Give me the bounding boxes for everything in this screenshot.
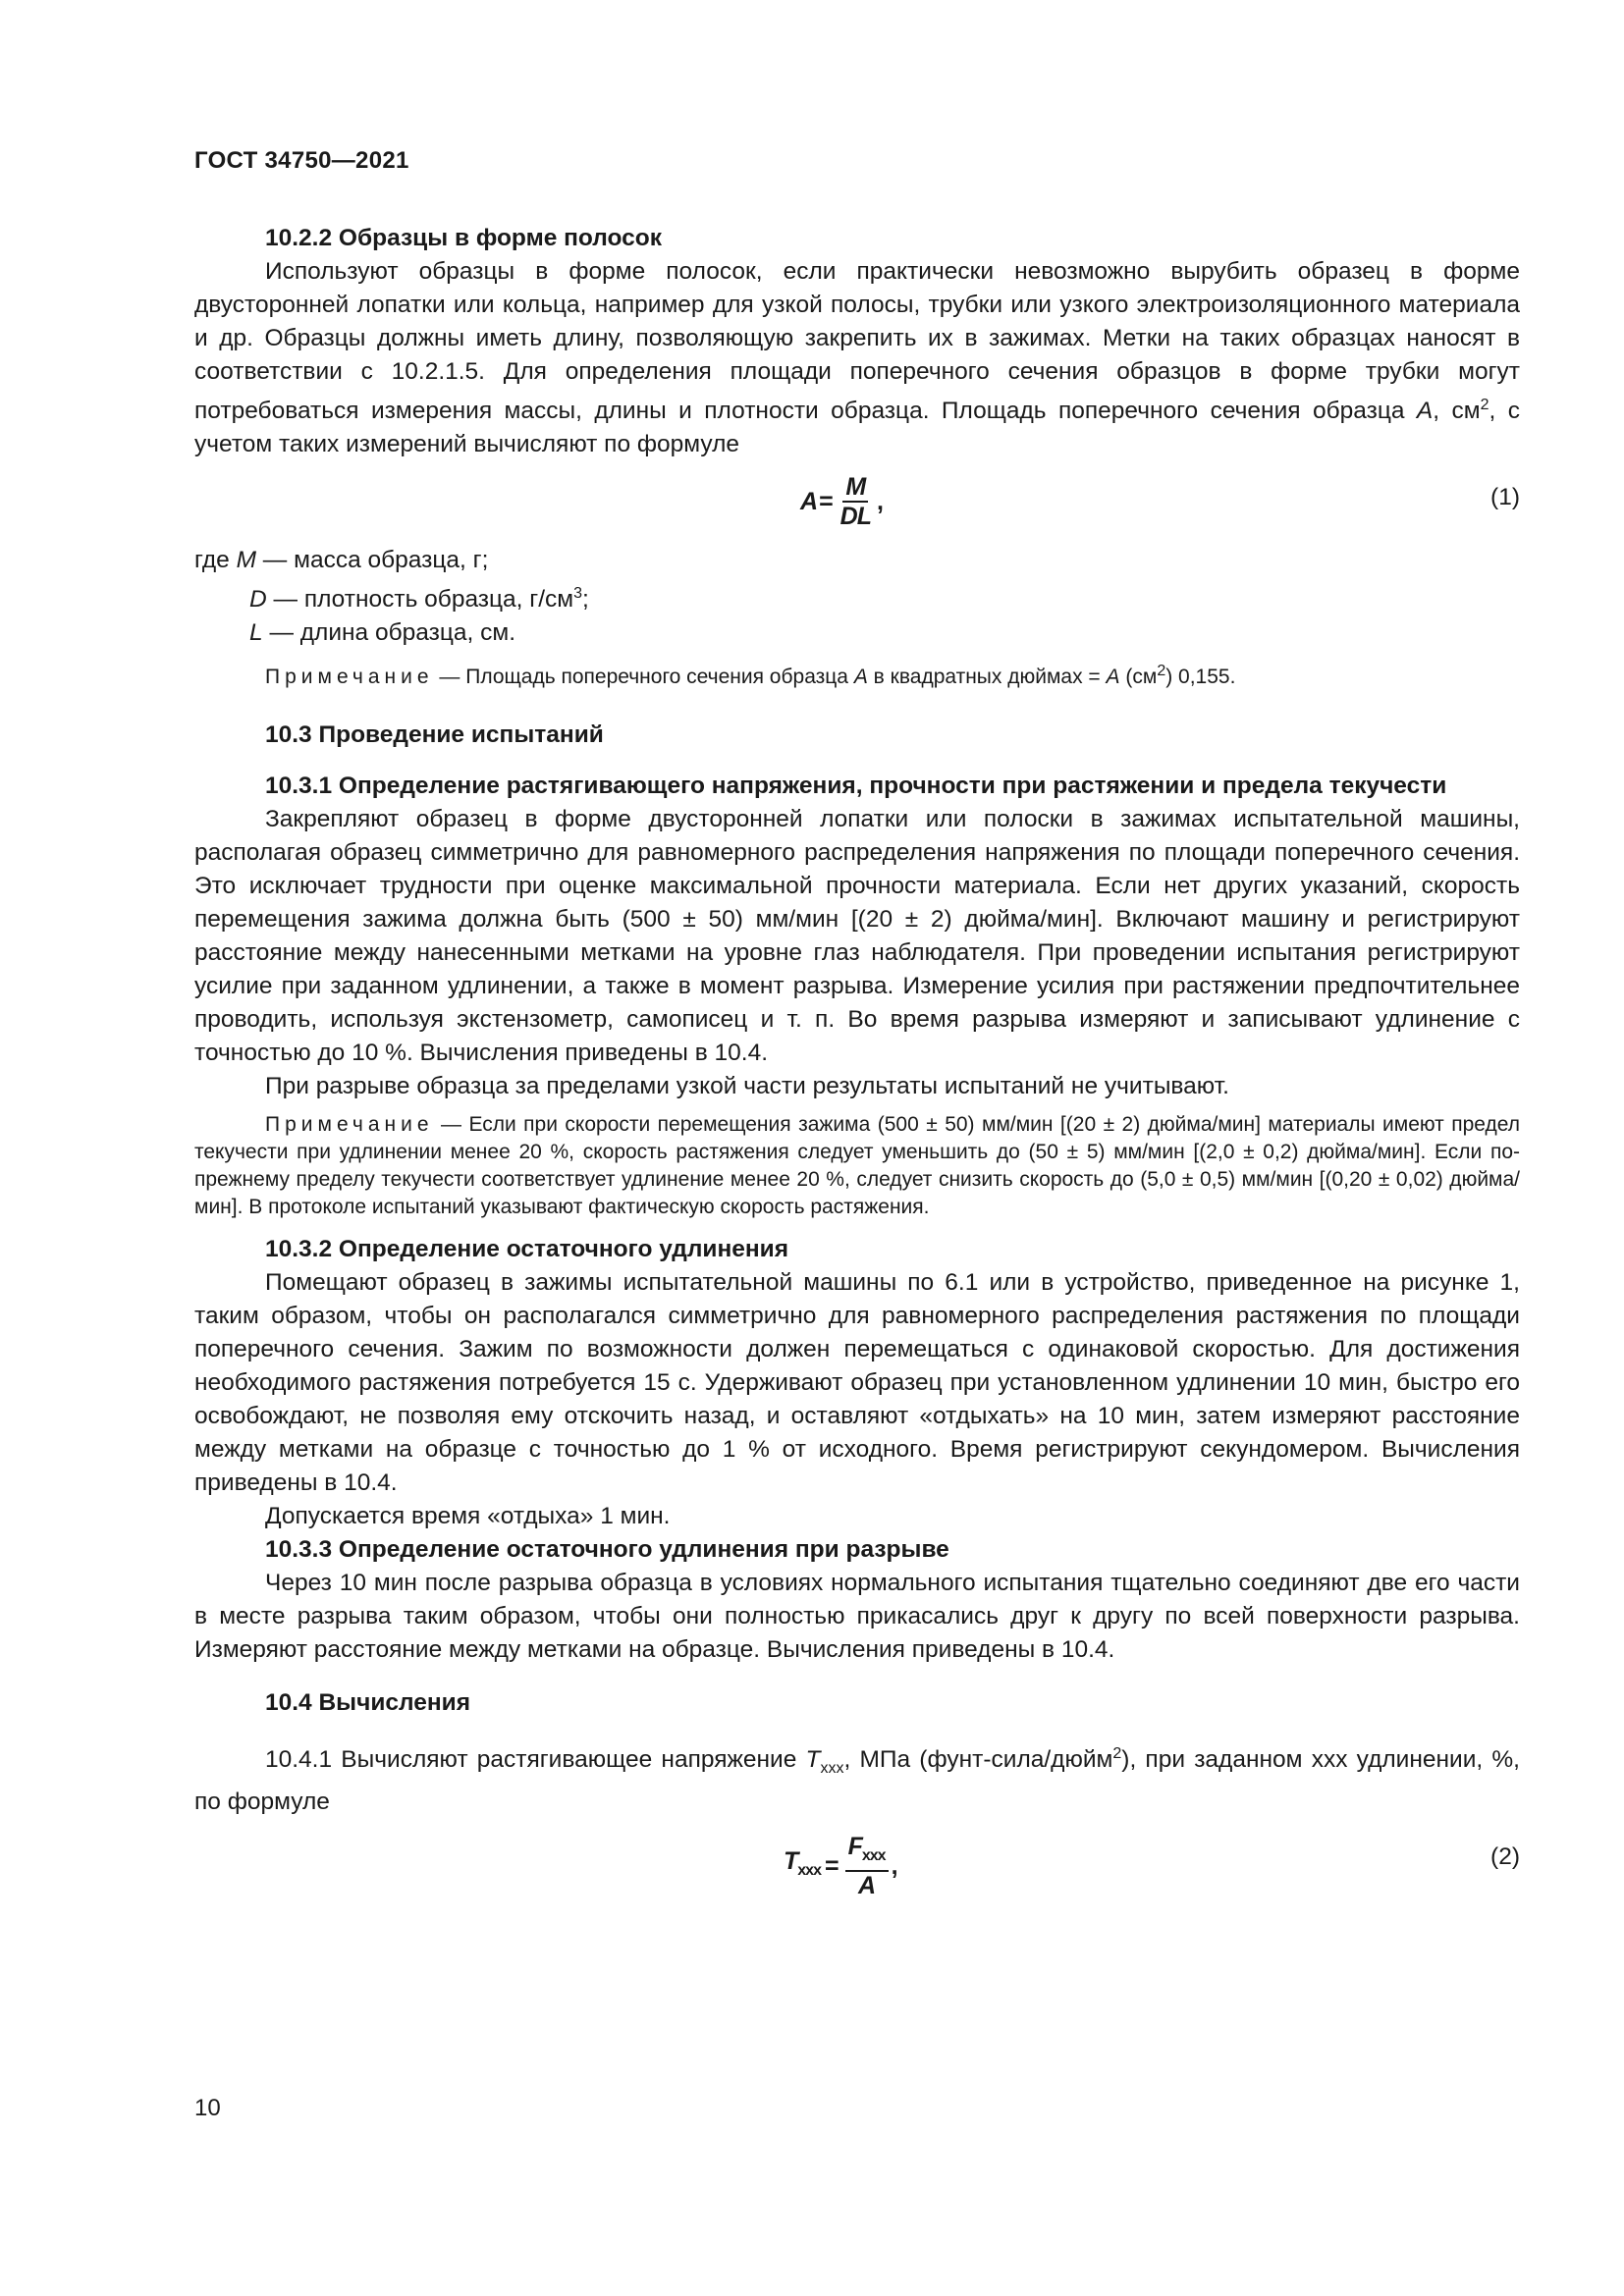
formula-comma: , (877, 488, 883, 516)
formula-eq: = (824, 1852, 839, 1881)
formula-comma: , (891, 1852, 897, 1881)
formula-number: (2) (1490, 1843, 1520, 1871)
paragraph: 10.4.1 Вычисляют растягивающее напряжение $T_{xxx}$, МПа (фунт-сила/дюйм$^2$), при заданном xxx удлинении, %, по формуле (194, 1745, 1520, 1816)
formula-lhs: A (800, 488, 818, 516)
where-item-d: D — плотность образца, $г/см^3$; (249, 585, 589, 614)
paragraph: Через 10 мин после разрыва образца в условиях нормального испытания тщательно соединяют две его части в месте разрыва таким образом, чтобы они полностью прикасались друг к другу по всей поверхности разрыва. Измеряют расстояние между метками на образце. Вычисления приведены в 10.4. (194, 1570, 1520, 1664)
note-10-2-2: Примечание — Площадь поперечного сечения образца A в квадратных дюймах = A $(см^2)$ 0,155. (265, 663, 1236, 689)
where-list (194, 544, 1520, 650)
section-heading-10-3-1: 10.3.1 Определение растягивающего напряжения, прочности при растяжении и предела текучести (265, 773, 1447, 800)
paragraph: Допускается время «отдыха» 1 мин. (265, 1503, 671, 1530)
where-item-l: L — длина образца, см. (249, 619, 516, 647)
formula-eq: = (819, 488, 833, 516)
paragraph: Используют образцы в форме полосок, если практически невозможно вырубить образец в форме двусторонней лопатки или кольца, например для узкой полосы, трубки или узкого электроизоляционного материала и др. Образцы должны иметь длину, позволяющую закрепить их в зажимах. Метки на таких образцах наносят в соответствии с 10.2.1.5. Для определения площади поперечного сечения образцов в форме трубки могут потребоваться измерения массы, длины и плотности образца. Площадь поперечного сечения образца A, $см^2$, с учетом таких измерений вычисляют по формуле (194, 258, 1520, 458)
section-heading-10-3-3: 10.3.3 Определение остаточного удлинения при разрыве (265, 1536, 949, 1564)
section-heading-10-2-2: 10.2.2 Образцы в форме полосок (265, 225, 663, 251)
formula-denominator: DL (839, 503, 871, 531)
formula-lhs: $T_{xxx}$ (784, 1847, 821, 1880)
paragraph: Помещают образец в зажимы испытательной машины по 6.1 или в устройство, приведенное на рисунке 1, таким образом, чтобы он располагался симметрично для равномерного распределения растяжения по площади поперечного сечения. Зажим по возможности должен перемещаться с одинаковой скоростью. Для достижения необходимого растяжения потребуется 15 с. Удерживают образец при установленном удлинении 10 мин, быстро его освобождают, не позволяя ему отскочить назад, и оставляют «отдыхать» на 10 мин, затем измеряют расстояние между метками на образце с точностью до 1 % от исходного. Время регистрируют секундомером. Вычисления приведены в 10.4. (194, 1269, 1520, 1497)
formula-2 (194, 1829, 1520, 1900)
formula-fraction (845, 1833, 889, 1899)
paragraph: Закрепляют образец в форме двусторонней лопатки или полоски в зажимах испытательной машины, располагая образец симметрично для равномерного распределения напряжения по площади поперечного сечения. Это исключает трудности при оценке максимальной прочности материала. Если нет других указаний, скорость перемещения зажима должна быть (500 ± 50) мм/мин [(20 ± 2) дюйма/мин]. Включают машину и регистрируют расстояние между нанесенными метками на уровне глаз наблюдателя. При проведении испытания регистрируют усилие при заданном удлинении, а также в момент разрыва. Измерение усилия при растяжении предпочтительнее проводить, используя экстензометр, самописец и т. п. Во время разрыва измеряют и записывают удлинение с точностью до 10 %. Вычисления приведены в 10.4. (194, 806, 1520, 1067)
section-heading-10-3-2: 10.3.2 Определение остаточного удлинения (265, 1236, 789, 1263)
note-10-3-1: Примечание — Если при скорости перемещения зажима (500 ± 50) мм/мин [(20 ± 2) дюйма/мин] материалы имеют предел текучести при удлинении менее 20 %, скорость растяжения следует уменьшить до (50 ± 5) мм/мин [(2,0 ± 0,2) дюйма/мин]. Если по-прежнему пределу текучести соответствует удлинение менее 20 %, следует снизить скорость до (5,0 ± 0,5) мм/мин [(0,20 ± 0,02) дюйма/мин]. В протоколе испытаний указывают фактическую скорость растяжения. (194, 1113, 1520, 1219)
section-heading-10-4: 10.4 Вычисления (265, 1689, 471, 1717)
formula-numerator: $F_{xxx}$ (845, 1833, 889, 1872)
page-number: 10 (194, 2095, 221, 2121)
formula-numerator: M (842, 473, 868, 503)
document-header: ГОСТ 34750—2021 (194, 147, 409, 174)
document-body (194, 222, 1520, 1900)
formula-1 (194, 469, 1520, 532)
formula-number: (1) (1490, 484, 1520, 511)
formula-denominator: A (858, 1872, 876, 1900)
paragraph: При разрыве образца за пределами узкой части результаты испытаний не учитывают. (265, 1073, 1229, 1100)
section-heading-10-3: 10.3 Проведение испытаний (265, 721, 604, 749)
formula-fraction (838, 473, 874, 530)
where-item-m: где M — масса образца, г; (194, 547, 489, 574)
